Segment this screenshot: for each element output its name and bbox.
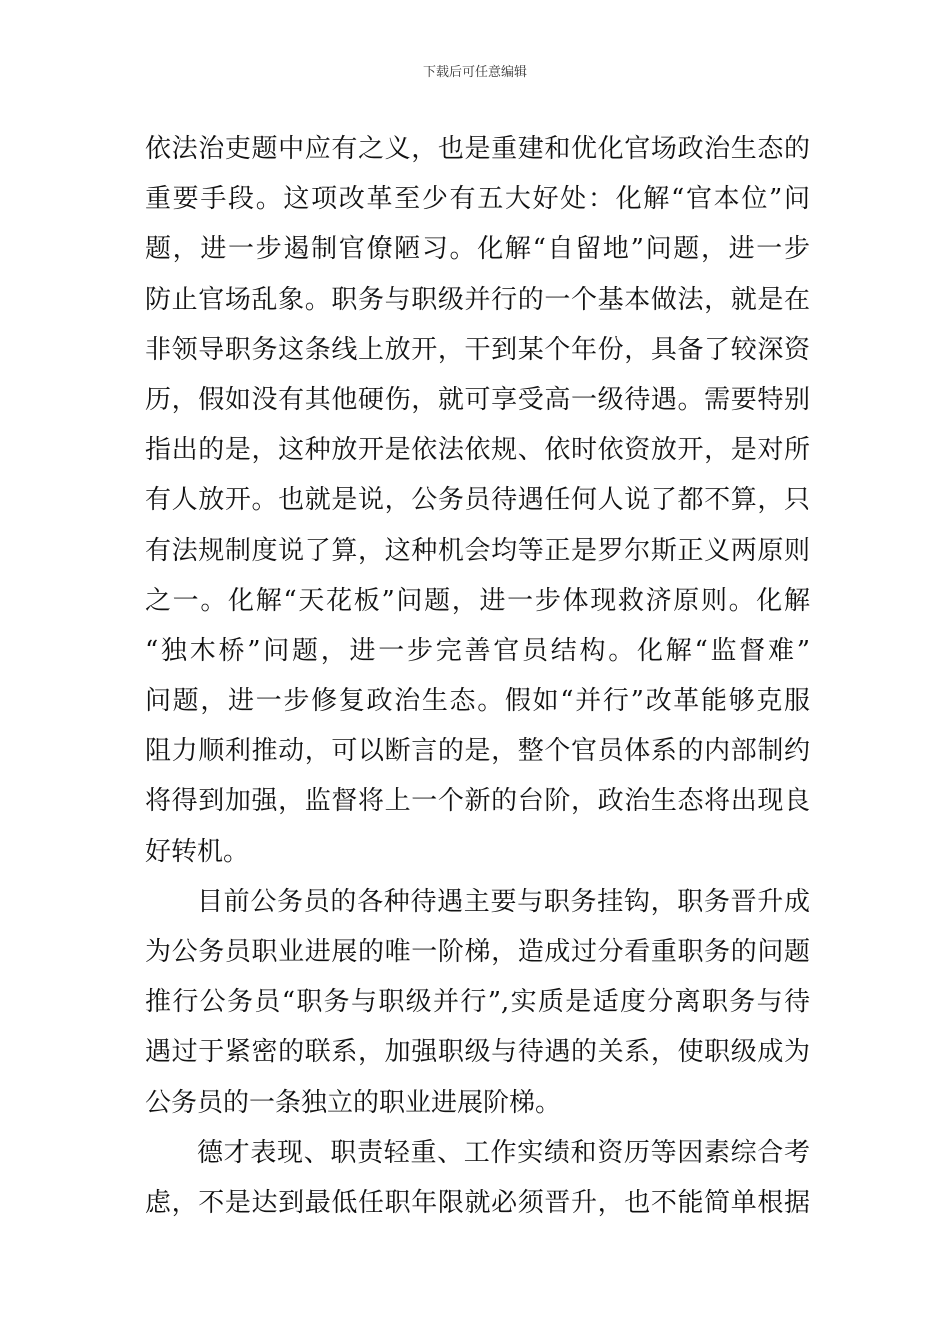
page-header: 下载后可任意编辑: [422, 65, 527, 80]
text-line: 历，假如没有其他硬伤，就可享受高一级待遇。需要特别: [145, 384, 810, 415]
text-line: 重要手段。这项改革至少有五大好处：化解“官本位”问: [145, 184, 810, 215]
text-line: 将得到加强，监督将上一个新的台阶，政治生态将出现良: [145, 786, 810, 817]
text-line: 非领导职务这条线上放开，干到某个年份，具备了较深资: [145, 334, 810, 365]
text-line: 好转机。: [145, 836, 250, 867]
text-line: 题，进一步遏制官僚陋习。化解“自留地”问题，进一步: [145, 234, 810, 265]
text-line: 防止官场乱象。职务与职级并行的一个基本做法，就是在: [145, 284, 810, 315]
paragraph: [145, 877, 810, 1128]
text-line: 指出的是，这种放开是依法依规、依时依资放开，是对所: [145, 435, 810, 466]
text-line: 问题，进一步修复政治生态。假如“并行”改革能够克服: [145, 686, 810, 717]
text-line: 依法治吏题中应有之义，也是重建和优化官场政治生态的: [145, 134, 810, 164]
text-line: 有人放开。也就是说，公务员待遇任何人说了都不算，只: [145, 485, 810, 516]
text-line: 遇过于紧密的联系，加强职级与待遇的关系，使职级成为: [145, 1037, 810, 1068]
paragraph: [145, 1128, 810, 1228]
text-line: 虑，不是达到最低任职年限就必须晋升，也不能简单根据: [145, 1187, 810, 1218]
text-line: 德才表现、职责轻重、工作实绩和资历等因素综合考: [197, 1137, 810, 1168]
text-line: 推行公务员“职务与职级并行”,实质是适度分离职务与待: [145, 987, 810, 1018]
text-line: “独木桥”问题，进一步完善官员结构。化解“监督难”: [145, 635, 810, 666]
text-line: 有法规制度说了算，这种机会均等正是罗尔斯正义两原则: [145, 535, 810, 566]
paragraph: [145, 124, 810, 877]
text-line: 公务员的一条独立的职业进展阶梯。: [145, 1087, 562, 1118]
text-line: 之一。化解“天花板”问题，进一步体现救济原则。化解: [145, 585, 810, 616]
text-line: 阻力顺利推动，可以断言的是，整个官员体系的内部制约: [145, 736, 810, 767]
text-line: 目前公务员的各种待遇主要与职务挂钩，职务晋升成: [197, 886, 810, 917]
text-line: 为公务员职业进展的唯一阶梯，造成过分看重职务的问题: [145, 937, 810, 967]
document-body: [145, 124, 810, 1228]
